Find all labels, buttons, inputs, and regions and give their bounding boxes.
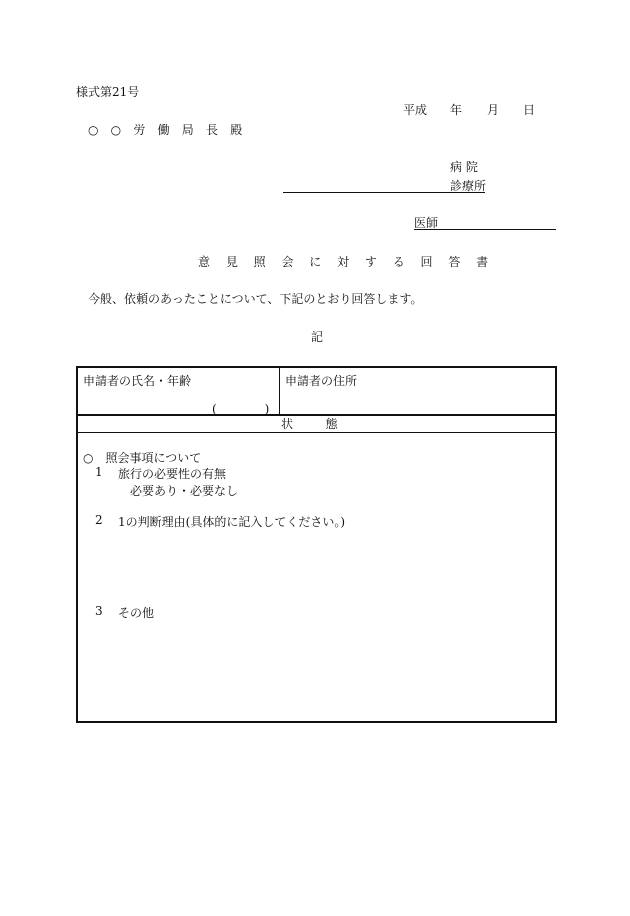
doctor-label: 医師 xyxy=(414,216,439,230)
doctor-signature-line xyxy=(414,229,556,230)
applicant-name-cell xyxy=(77,367,280,415)
item3-number: 3 xyxy=(95,604,103,618)
addressee: ○ ○ 労 働 局 長 殿 xyxy=(88,123,247,137)
response-table xyxy=(76,366,557,723)
applicant-name-label: 申請者の氏名・年齢 xyxy=(83,374,192,388)
form-number: 様式第21号 xyxy=(76,85,140,99)
date-month-label: 月 xyxy=(487,103,500,117)
date-day-label: 日 xyxy=(523,103,536,117)
item1-text: 旅行の必要性の有無 xyxy=(118,467,227,481)
age-parentheses: ( ) xyxy=(212,402,270,416)
hospital-label: 病 院 xyxy=(450,160,478,174)
status-body-cell xyxy=(77,433,556,723)
status-header-label: 状 態 xyxy=(280,417,352,431)
ki-label: 記 xyxy=(311,330,324,344)
item2-text: 1の判断理由(具体的に記入してください。) xyxy=(118,515,345,529)
applicant-address-label: 申請者の住所 xyxy=(285,374,358,388)
document-title: 意 見 照 会 に 対 す る 回 答 書 xyxy=(198,255,495,269)
date-era: 平成 xyxy=(403,103,428,117)
item2-number: 2 xyxy=(95,513,103,527)
intro-text: 今般、依頼のあったことについて、下記のとおり回答します。 xyxy=(88,292,423,306)
status-header xyxy=(77,415,556,433)
date-year-label: 年 xyxy=(450,103,463,117)
item1-number: 1 xyxy=(95,465,103,479)
item1-options: 必要あり・必要なし xyxy=(130,484,239,498)
institution-underline xyxy=(283,192,485,193)
inquiry-heading: ○ 照会事項について xyxy=(83,451,202,465)
applicant-address-cell xyxy=(280,367,557,415)
clinic-label: 診療所 xyxy=(450,179,487,193)
item3-text: その他 xyxy=(118,606,155,620)
